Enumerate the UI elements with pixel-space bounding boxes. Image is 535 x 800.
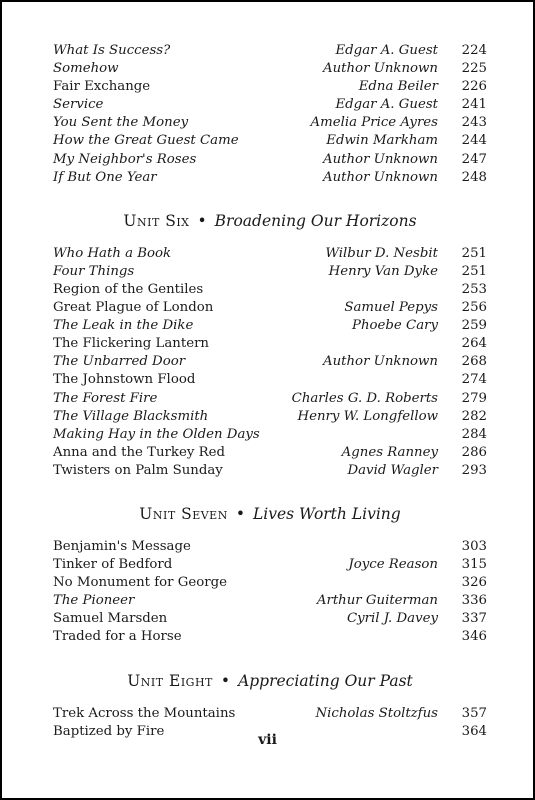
toc-entry [53,353,487,371]
toc-entry [53,151,487,169]
entry-author: Arthur Guiterman [316,593,438,609]
entry-title: If But One Year [53,169,157,185]
entry-page: 357 [461,705,487,721]
toc-entry [53,169,487,187]
entry-author: Edgar A. Guest [335,97,438,113]
toc-entry [53,42,487,60]
entry-author: Author Unknown [322,354,438,370]
entry-author: Author Unknown [322,169,438,185]
toc-entry [53,299,487,317]
entry-title: The Village Blacksmith [53,408,209,424]
table-of-contents [53,42,487,741]
toc-entry [53,78,487,96]
entry-title: My Neighbor's Roses [53,151,197,167]
entry-title: Tinker of Bedford [53,557,173,573]
toc-entry [53,574,487,592]
entry-author: Wilbur D. Nesbit [325,245,438,261]
unit-title: Lives Worth Living [253,504,401,523]
toc-entry [53,263,487,281]
entry-title: Somehow [53,61,119,77]
entry-page: 226 [461,79,487,95]
entry-title: What Is Success? [53,43,171,58]
entry-title: No Monument for George [53,575,227,591]
unit-title: Appreciating Our Past [238,671,413,690]
entry-title: You Sent the Money [53,115,189,131]
entry-page: 346 [461,629,487,645]
entry-title: The Pioneer [53,593,135,609]
entry-title: The Johnstown Flood [53,372,196,388]
entry-title: Anna and the Turkey Red [53,444,225,460]
entry-author: Edna Beiler [358,79,438,95]
entry-title: Who Hath a Book [53,245,172,261]
entry-author: Joyce Reason [348,557,438,573]
entry-title: Service [53,97,104,113]
entry-page: 282 [461,408,487,424]
entry-title: Region of the Gentiles [53,281,204,297]
unit-heading [53,209,487,233]
entry-page: 286 [461,444,487,460]
toc-entry [53,371,487,389]
toc-entry [53,444,487,462]
toc-entry [53,592,487,610]
toc-entry [53,705,487,723]
toc-entry [53,114,487,132]
entry-title: The Leak in the Dike [53,318,194,334]
toc-entry [53,556,487,574]
entry-author: Charles G. D. Roberts [291,390,438,406]
entry-page: 256 [461,300,487,316]
entry-page: 264 [461,336,487,352]
entry-title: Samuel Marsden [53,611,168,627]
toc-entry [53,317,487,335]
bullet-separator: • [235,504,245,523]
entry-title: Making Hay in the Olden Days [53,426,260,442]
entry-page: 251 [461,245,487,261]
entry-page: 251 [461,263,487,279]
entry-page: 268 [461,354,487,370]
toc-entry [53,628,487,646]
bullet-separator: • [197,211,207,230]
toc-entry [53,462,487,480]
toc-entry [53,96,487,114]
entry-author: Cyril J. Davey [346,611,438,627]
toc-entry [53,335,487,353]
entry-title: The Flickering Lantern [53,336,209,352]
entry-title: How the Great Guest Came [53,133,239,149]
entry-page: 284 [461,426,487,442]
toc-entry [53,245,487,263]
toc-entry [53,132,487,150]
entry-author: Edgar A. Guest [335,43,438,58]
entry-author: Author Unknown [322,61,438,77]
entry-title: The Unbarred Door [53,354,186,370]
unit-title: Broadening Our Horizons [214,211,417,230]
entry-page: 364 [461,723,487,739]
entry-title: Baptized by Fire [53,723,165,739]
toc-entry [53,610,487,628]
unit-number: Unit Eight [127,671,213,690]
entry-author: David Wagler [347,462,438,478]
page-number: vii [258,732,277,748]
entry-author: Samuel Pepys [344,300,438,316]
entry-page: 224 [461,43,487,58]
entry-title: Traded for a Horse [53,629,182,645]
entry-title: Trek Across the Mountains [53,705,236,721]
entry-page: 225 [461,61,487,77]
entry-author: Author Unknown [322,151,438,167]
toc-entry [53,426,487,444]
toc-entry [53,281,487,299]
entry-page: 315 [461,557,487,573]
entry-author: Henry W. Longfellow [297,408,438,424]
entry-author: Phoebe Cary [352,318,438,334]
entry-title: Four Things [53,263,135,279]
unit-number: Unit Six [123,211,190,230]
entry-page: 244 [461,133,487,149]
toc-entry [53,390,487,408]
entry-page: 326 [461,575,487,591]
entry-author: Amelia Price Ayres [310,115,438,131]
entry-page: 303 [461,538,487,554]
entry-page: 336 [461,593,487,609]
unit-heading [53,669,487,693]
entry-page: 259 [461,318,487,334]
unit-heading [53,502,487,526]
toc-entry [53,408,487,426]
entry-page: 241 [461,97,487,113]
bullet-separator: • [220,671,231,690]
unit-number: Unit Seven [139,504,228,523]
entry-title: Great Plague of London [53,300,214,316]
entry-page: 293 [461,462,487,478]
toc-entry [53,538,487,556]
entry-title: The Forest Fire [53,390,158,406]
entry-title: Twisters on Palm Sunday [53,462,223,478]
entry-author: Edwin Markham [326,133,438,149]
entry-title: Benjamin's Message [53,538,191,554]
entry-page: 243 [461,115,487,131]
entry-page: 247 [461,151,487,167]
entry-author: Nicholas Stoltzfus [315,705,438,721]
entry-page: 253 [461,281,487,297]
toc-entry [53,60,487,78]
entry-title: Fair Exchange [53,79,151,95]
entry-author: Henry Van Dyke [328,263,438,279]
entry-page: 248 [461,169,487,185]
entry-page: 279 [461,390,487,406]
entry-page: 274 [461,372,487,388]
entry-page: 337 [461,611,487,627]
entry-author: Agnes Ranney [341,444,438,460]
